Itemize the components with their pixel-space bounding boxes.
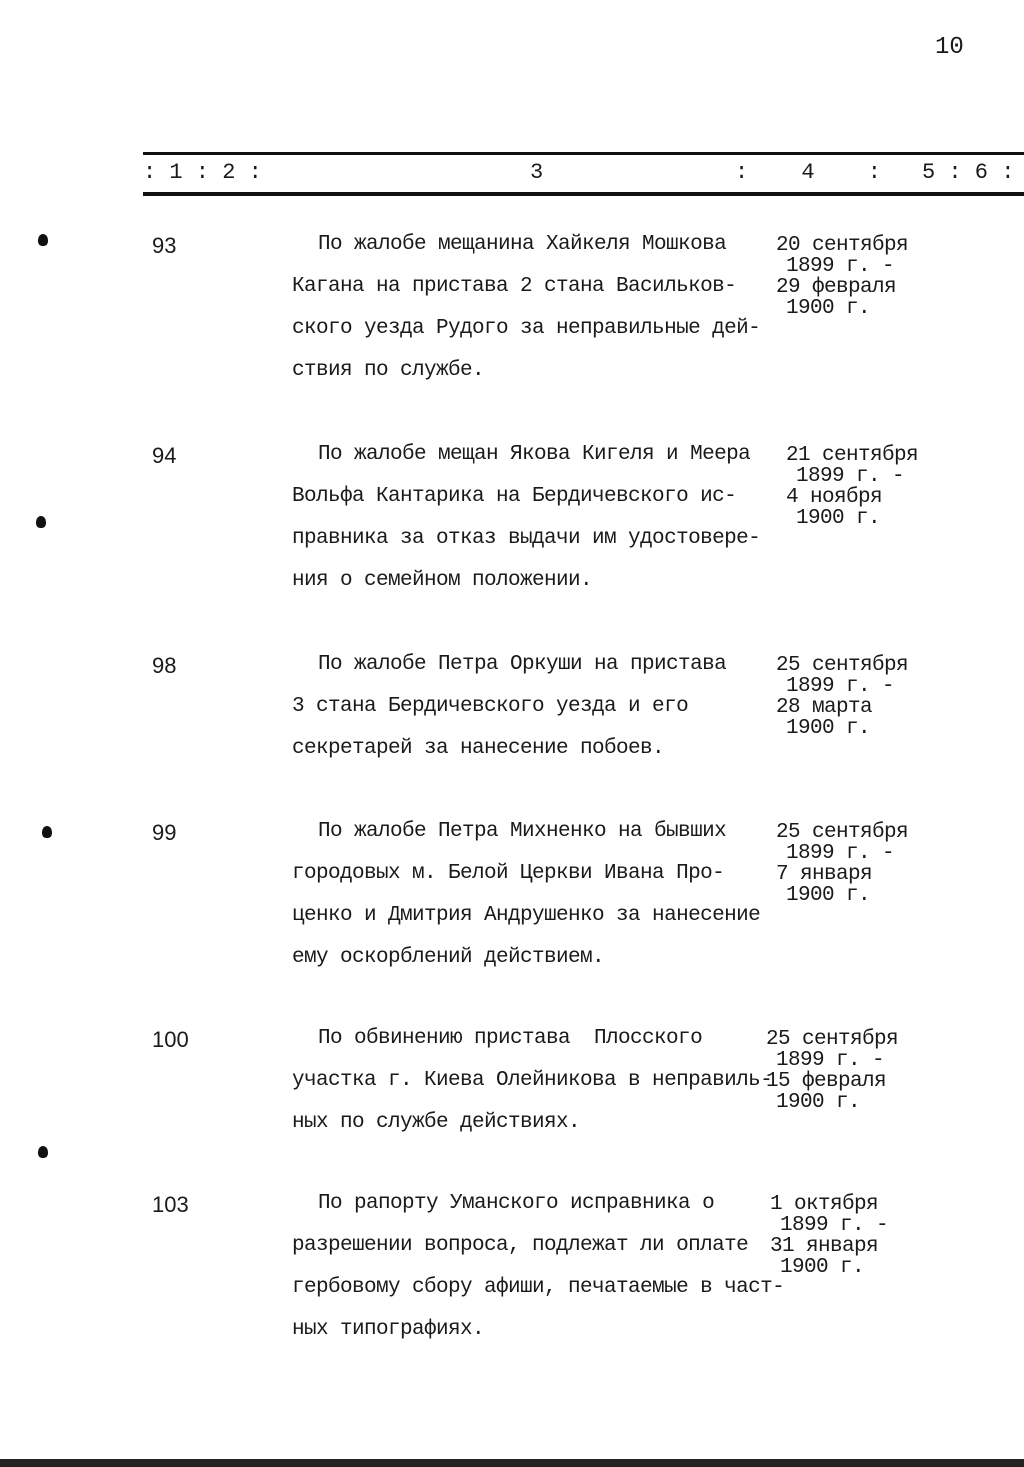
description-line: 3 стана Бердичевского уезда и его [292,695,689,718]
description-line: По жалобе мещан Якова Кигеля и Меера [318,443,751,466]
punch-hole-mark [38,1146,48,1158]
entry-number: 93 [152,233,177,258]
date-line: 1899 г. - [796,465,905,488]
date-line: 1900 г. [786,884,871,907]
date-line: 1899 г. - [786,255,895,278]
description-line: ния о семейном положении. [292,569,593,592]
date-line: 1899 г. - [780,1214,889,1237]
date-line: 1899 г. - [786,842,895,865]
date-line: 1899 г. - [786,675,895,698]
header-col-3: 3 [530,160,544,185]
date-line: 7 января [776,863,873,886]
description-line: По жалобе Петра Михненко на бывших [318,820,727,843]
description-line: Кагана на пристава 2 стана Васильков- [292,275,737,298]
header-col-4: : 4 : [735,160,882,185]
description-line: ных по службе действиях. [292,1111,581,1134]
date-line: 25 сентября [776,821,909,844]
date-line: 4 ноября [786,486,883,509]
date-line: 31 января [770,1235,879,1258]
punch-hole-mark [42,826,52,838]
description-line: ных типографиях. [292,1318,485,1341]
description-line: По жалобе Петра Оркуши на пристава [318,653,727,676]
punch-hole-mark [36,516,46,528]
description-line: участка г. Киева Олейникова в неправиль- [292,1069,773,1092]
description-line: городовых м. Белой Церкви Ивана Про- [292,862,725,885]
date-line: 1900 г. [786,297,871,320]
entry-number: 100 [152,1027,189,1052]
description-line: По рапорту Уманского исправника о [318,1192,715,1215]
description-line: По жалобе мещанина Хайкеля Мошкова [318,233,727,256]
header-top-rule [143,152,1024,155]
header-bottom-rule [143,192,1024,196]
date-line: 21 сентября [786,444,919,467]
page-number: 10 [935,34,964,61]
description-line: ценко и Дмитрия Андрушенко за нанесение [292,904,761,927]
description-line: разрешении вопроса, подлежат ли оплате [292,1234,749,1257]
description-line: секретарей за нанесение побоев. [292,737,665,760]
punch-hole-mark [38,234,48,246]
description-line: ского уезда Рудого за неправильные дей- [292,317,761,340]
date-line: 1900 г. [776,1091,861,1114]
date-line: 25 сентября [766,1028,899,1051]
date-line: 1 октября [770,1193,879,1216]
description-line: ствия по службе. [292,359,485,382]
header-cols-1-2: : 1 : 2 : [143,160,262,185]
date-line: 15 февраля [766,1070,887,1093]
date-line: 28 марта [776,696,873,719]
entry-number: 94 [152,443,177,468]
header-cols-5-6: 5 : 6 : [922,160,1015,185]
page-bottom-edge [0,1459,1024,1467]
date-line: 1900 г. [796,507,881,530]
entry-number: 99 [152,820,177,845]
description-line: гербовому сбору афиши, печатаемые в част- [292,1276,785,1299]
date-line: 1899 г. - [776,1049,885,1072]
entry-number: 98 [152,653,177,678]
date-line: 20 сентября [776,234,909,257]
description-line: правника за отказ выдачи им удостовере- [292,527,761,550]
entry-number: 103 [152,1192,189,1217]
date-line: 1900 г. [780,1256,865,1279]
date-line: 1900 г. [786,717,871,740]
description-line: Вольфа Кантарика на Бердичевского ис- [292,485,737,508]
description-line: ему оскорблений действием. [292,946,605,969]
date-line: 29 февраля [776,276,897,299]
date-line: 25 сентября [776,654,909,677]
description-line: По обвинению пристава Плосского [318,1027,703,1050]
